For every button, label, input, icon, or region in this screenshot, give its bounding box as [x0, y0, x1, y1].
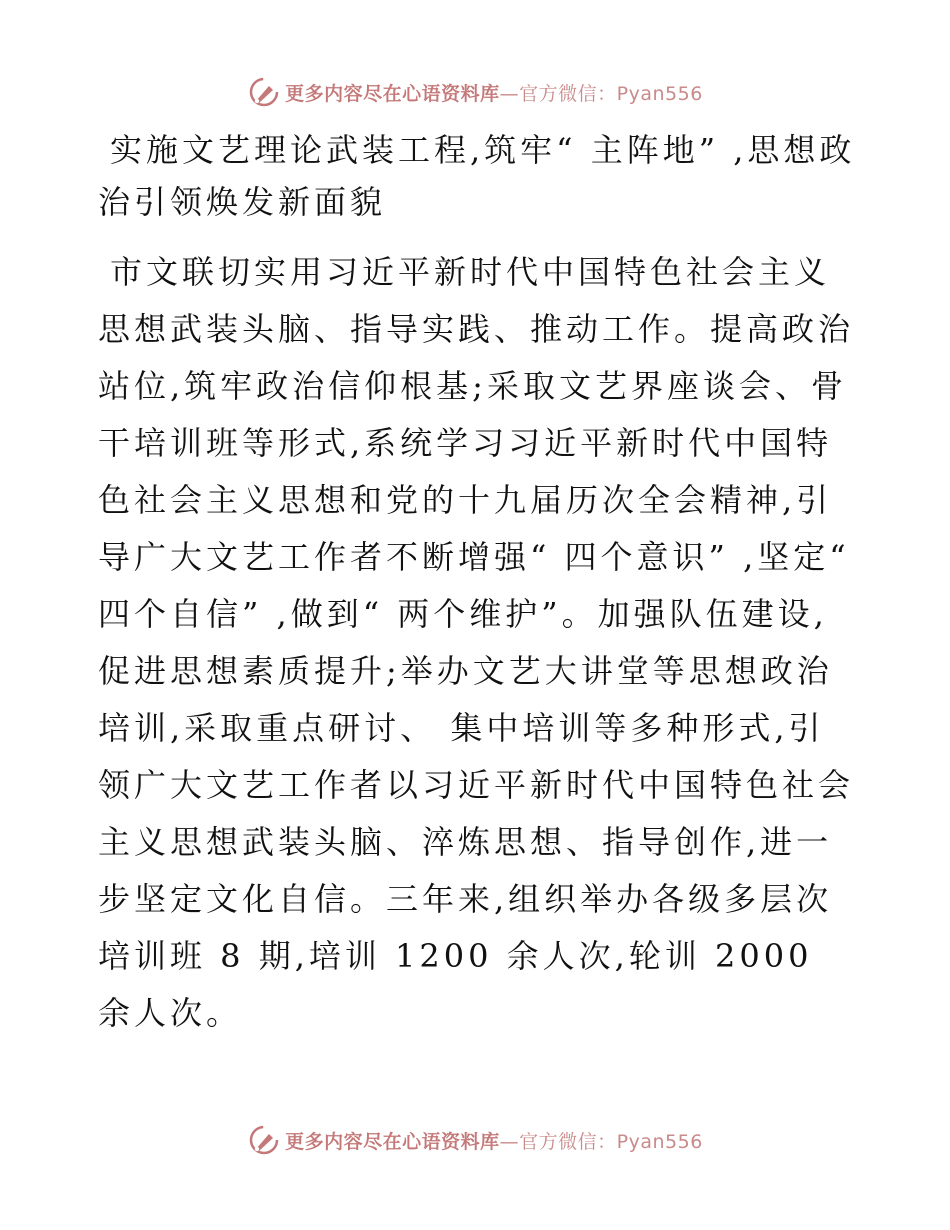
footer-watermark: [0, 1120, 950, 1160]
pen-nib-icon: [247, 75, 281, 109]
watermark-text: 更多内容尽在心语资料库—官方微信：Pyan556: [285, 1130, 703, 1153]
watermark-text: 更多内容尽在心语资料库—官方微信：Pyan556: [285, 82, 703, 105]
pen-nib-icon: [247, 1123, 281, 1157]
body-paragraph: 市文联切实用习近平新时代中国特色社会主义思想武装头脑、指导实践、推动工作。提高政治站位,筑牢政治信仰根基;采取文艺界座谈会、骨干培训班等形式,系统学习习近平新时代中国特色社会主义思想和党的十九届历次全会精神,引导广大文艺工作者不断增强“ 四个意识” ,坚定“ 四个自信” ,做到“ 两个维护”。加强队伍建设,促进思想素质提升;举办文艺大讲堂等思想政治培训,采取重点研讨、 集中培训等多种形式,引领广大文艺工作者以习近平新时代中国特色社会主义思想武装头脑、淬炼思想、指导创作,进一步坚定文化自信。三年来,组织举办各级多层次培训班 8 期,培训 1200 余人次,轮训 2000 余人次。: [98, 253, 855, 1032]
header-watermark: [0, 72, 950, 112]
section-heading: 实施文艺理论武装工程,筑牢“ 主阵地” ,思想政治引领焕发新面貌: [98, 131, 856, 221]
document-body: [98, 124, 858, 1042]
